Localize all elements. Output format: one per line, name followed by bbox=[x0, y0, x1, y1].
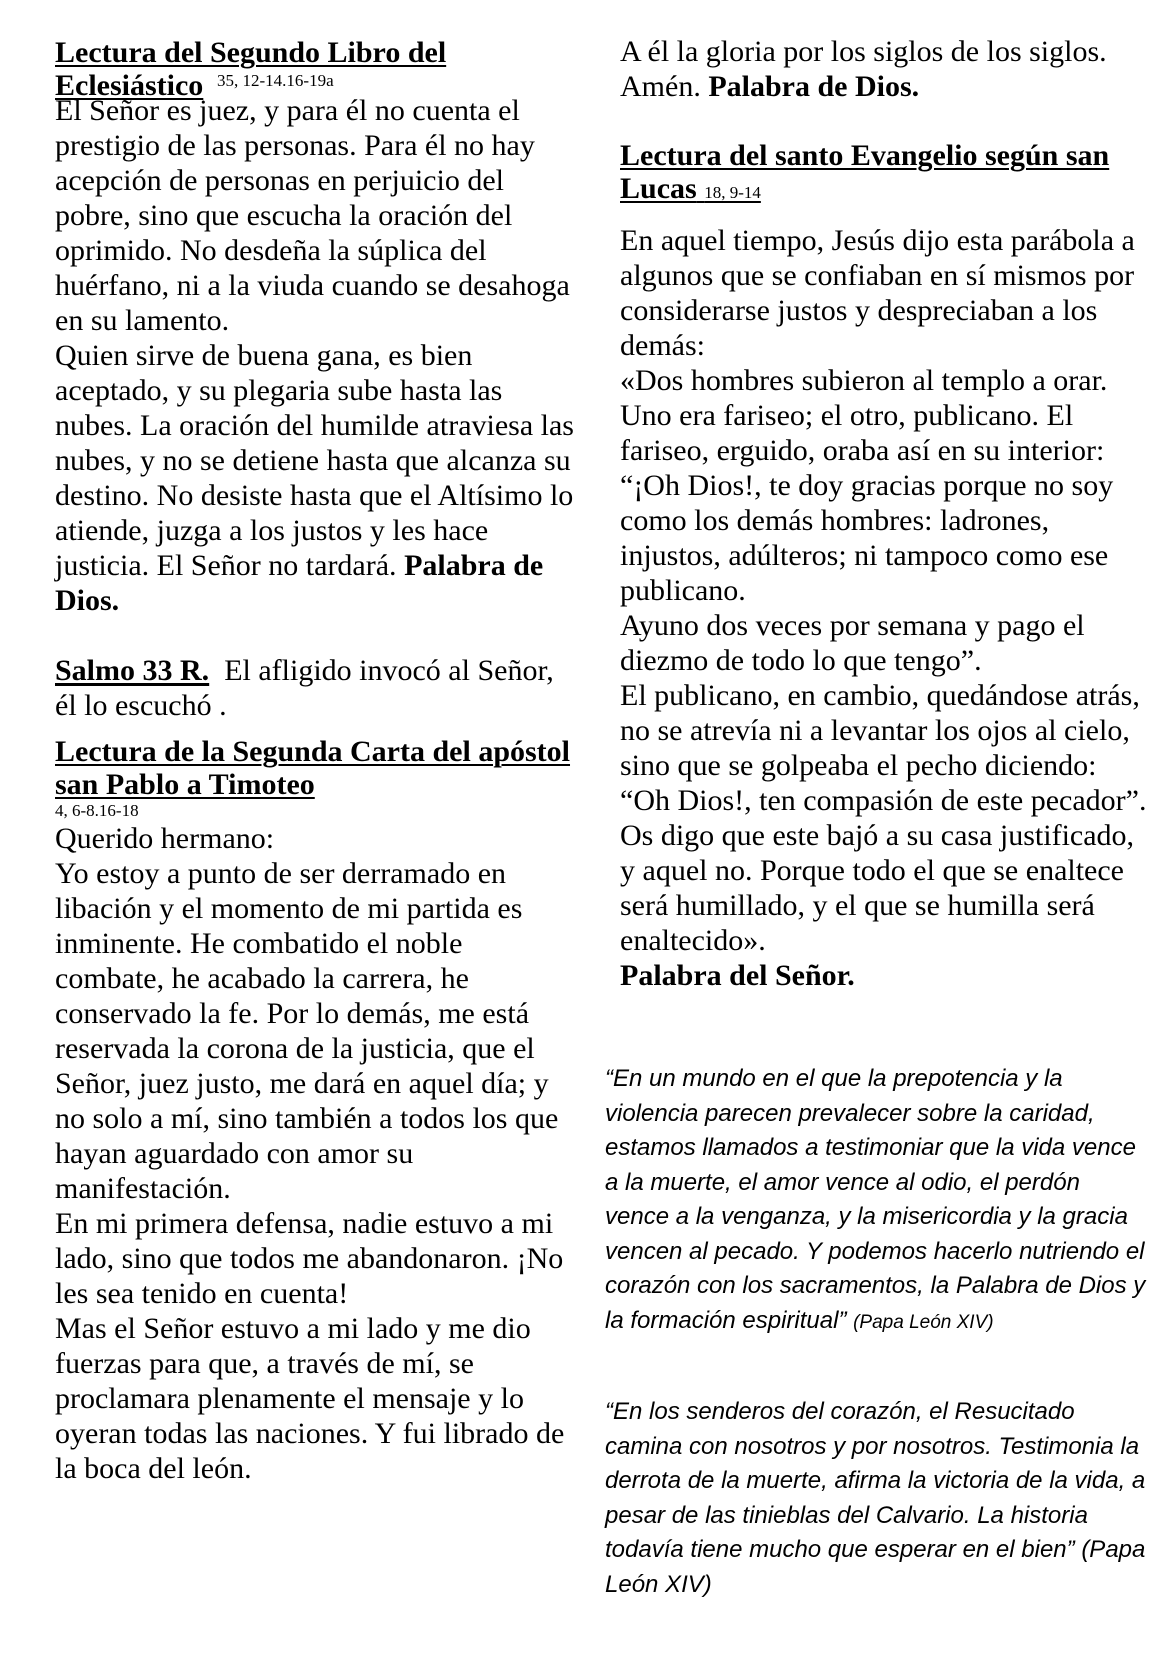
reading2-ref: 4, 6-8.16-18 bbox=[55, 801, 139, 820]
psalm-label: Salmo 33 R. bbox=[55, 654, 210, 687]
gospel-section bbox=[620, 139, 1150, 993]
reading2-closing: Palabra de Dios. bbox=[708, 70, 920, 103]
gospel-title: Lectura del santo Evangelio según san Lucas 18, 9-14 bbox=[620, 139, 1110, 205]
psalm-response: El afligido invocó al Señor, él lo escuchó . bbox=[55, 654, 554, 722]
reading2-paragraph-1: Yo estoy a punto de ser derramado en libación y el momento de mi partida es inminente. He combatido el noble combate, he acabado la carrera, he conservado la fe. Por lo demás, me está reservada la corona de la justicia, que el Señor, juez justo, me dará en aquel día; y no solo a mí, sino también a todos los que hayan aguardado con amor su manifestación. bbox=[55, 857, 559, 1205]
left-column bbox=[55, 36, 575, 1486]
reading2-paragraph-3: Mas el Señor estuvo a mi lado y me dio fuerzas para que, a través de mí, se proclamara plenamente el mensaje y lo oyeran todas las naciones. Y fui librado de la boca del león. bbox=[55, 1312, 565, 1485]
quote-1 bbox=[605, 1062, 1150, 1340]
reading1-closing: Palabra de Dios. bbox=[55, 549, 544, 617]
gospel-paragraph-1: En aquel tiempo, Jesús dijo esta parábola a algunos que se confiaban en sí mismos por considerarse justos y despreciaban a los demás: bbox=[620, 224, 1135, 362]
gospel-paragraph-5: Os digo que este bajó a su casa justificado, y aquel no. Porque todo el que se enaltece será humillado, y el que se humilla será enaltecido». bbox=[620, 819, 1135, 957]
quote-2-text: “En los senderos del corazón, el Resucitado camina con nosotros y por nosotros. Testimonia la derrota de la muerte, afirma la victoria de la vida, a pesar de las tinieblas del Calvario. La historia todavía tiene mucho que esperar en el bien” bbox=[605, 1398, 1146, 1563]
reading2-continuation: A él la gloria por los siglos de los siglos. Amén. Palabra de Dios. bbox=[620, 35, 1107, 103]
quote-2 bbox=[605, 1395, 1150, 1602]
psalm-section bbox=[55, 653, 575, 723]
quote-2-attribution: (Papa León XIV) bbox=[605, 1536, 1146, 1598]
gospel-paragraph-2: «Dos hombres subieron al templo a orar. Uno era fariseo; el otro, publicano. El fariseo, erguido, oraba así en su interior: “¡Oh Dios!, te doy gracias porque no soy como los demás hombres: ladrones, injustos, adúlteros; ni tampoco como ese publicano. bbox=[620, 364, 1114, 607]
gospel-closing: Palabra del Señor. bbox=[620, 959, 855, 992]
reading1-section bbox=[55, 36, 575, 618]
gospel-paragraph-4: El publicano, en cambio, quedándose atrás, no se atrevía ni a levantar los ojos al cielo, sino que se golpeaba el pecho diciendo: “Oh Dios!, ten compasión de este pecador”. bbox=[620, 679, 1147, 817]
gospel-ref: 18, 9-14 bbox=[704, 183, 761, 202]
reading2-greeting: Querido hermano: bbox=[55, 822, 275, 855]
right-column bbox=[620, 34, 1150, 993]
reading1-paragraph-2: Quien sirve de buena gana, es bien aceptado, y su plegaria sube hasta las nubes. La oración del humilde atraviesa las nubes, y no se detiene hasta que alcanza su destino. No desiste hasta que el Altísimo lo atiende, juzga a los justos y les hace justicia. El Señor no tardará. Palabra de Dios. bbox=[55, 339, 574, 617]
quote-1-text: “En un mundo en el que la prepotencia y la violencia parecen prevalecer sobre la caridad, estamos llamados a testimoniar que la vida vence a la muerte, el amor vence al odio, el perdón vence a la venganza, y la misericordia y la gracia vencen al pecado. Y podemos hacerlo nutriendo el corazón con los sacramentos, la Palabra de Dios y la formación espiritual” bbox=[605, 1065, 1146, 1334]
reading1-ref: 35, 12-14.16-19a bbox=[217, 71, 334, 90]
reading2-paragraph-2: En mi primera defensa, nadie estuvo a mi lado, sino que todos me abandonaron. ¡No les sea tenido en cuenta! bbox=[55, 1207, 564, 1310]
quote-1-attribution: (Papa León XIV) bbox=[853, 1311, 994, 1333]
reading2-section bbox=[55, 735, 575, 1486]
psalm-text bbox=[55, 653, 575, 723]
reading1-title: Lectura del Segundo Libro del Eclesiástico bbox=[55, 36, 447, 102]
reading2-title: Lectura de la Segunda Carta del apóstol san Pablo a Timoteo bbox=[55, 735, 571, 801]
gospel-paragraph-3: Ayuno dos veces por semana y pago el diezmo de todo lo que tengo”. bbox=[620, 609, 1085, 677]
reading1-paragraph-1: El Señor es juez, y para él no cuenta el prestigio de las personas. Para él no hay acepción de personas en perjuicio del pobre, sino que escucha la oración del oprimido. No desdeña la súplica del huérfano, ni a la viuda cuando se desahoga en su lamento. bbox=[55, 94, 570, 337]
